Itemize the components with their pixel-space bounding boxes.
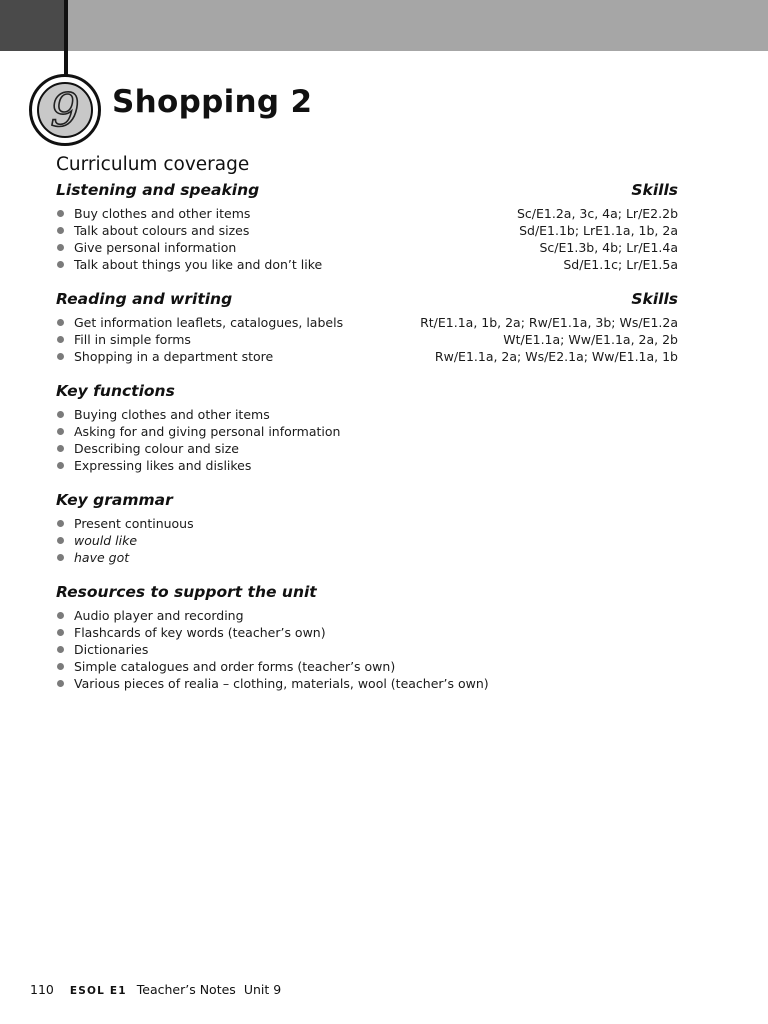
item-text: Shopping in a department store xyxy=(74,349,274,364)
resources-list xyxy=(56,607,678,692)
item-text: Talk about colours and sizes xyxy=(74,223,250,238)
bullet-icon xyxy=(57,537,64,544)
list-item xyxy=(56,331,678,348)
list-item xyxy=(56,675,678,692)
skill-code: Sd/E1.1c; Lr/E1.5a xyxy=(563,257,678,272)
listening-skills-label: Skills xyxy=(631,181,678,199)
footer-brand: ESOL E1 xyxy=(69,985,127,997)
reading-title: Reading and writing xyxy=(56,290,233,308)
key-functions-title: Key functions xyxy=(56,382,175,400)
bullet-icon xyxy=(57,445,64,452)
item-text: have got xyxy=(74,550,130,565)
item-text: Various pieces of realia – clothing, materials, wool (teacher’s own) xyxy=(74,676,489,691)
item-text: Get information leaflets, catalogues, labels xyxy=(74,315,344,330)
reading-skills-label: Skills xyxy=(631,290,678,308)
bullet-icon xyxy=(57,261,64,268)
item-text: Flashcards of key words (teacher’s own) xyxy=(74,625,326,640)
skill-code: Sc/E1.2a, 3c, 4a; Lr/E2.2b xyxy=(517,206,678,221)
footer-unit: Unit 9 xyxy=(243,982,282,997)
list-item xyxy=(56,314,678,331)
list-item xyxy=(56,457,678,474)
item-text: Give personal information xyxy=(74,240,237,255)
unit-number-badge-inner xyxy=(37,82,93,138)
item-text: Describing colour and size xyxy=(74,441,239,456)
key-functions-list xyxy=(56,406,678,474)
item-text: Asking for and giving personal information xyxy=(74,424,341,439)
bullet-icon xyxy=(57,462,64,469)
list-item xyxy=(56,658,678,675)
resources-header xyxy=(56,583,678,601)
bullet-icon xyxy=(57,554,64,561)
list-item xyxy=(56,549,678,566)
key-functions-header xyxy=(56,382,678,400)
unit-number-badge xyxy=(29,74,101,146)
list-item xyxy=(56,406,678,423)
list-item xyxy=(56,205,678,222)
item-text: Buy clothes and other items xyxy=(74,206,251,221)
header-divider-line xyxy=(64,0,68,76)
item-text: Dictionaries xyxy=(74,642,149,657)
skill-code: Wt/E1.1a; Ww/E1.1a, 2a, 2b xyxy=(503,332,678,347)
item-text: Audio player and recording xyxy=(74,608,244,623)
bullet-icon xyxy=(57,244,64,251)
item-text: Buying clothes and other items xyxy=(74,407,270,422)
unit-title: Shopping 2 xyxy=(112,84,313,120)
unit-number: 9 xyxy=(50,83,80,137)
skill-code: Rt/E1.1a, 1b, 2a; Rw/E1.1a, 3b; Ws/E1.2a xyxy=(420,315,678,330)
list-item xyxy=(56,348,678,365)
list-item xyxy=(56,607,678,624)
reading-list xyxy=(56,314,678,365)
bullet-icon xyxy=(57,353,64,360)
key-functions-section xyxy=(56,382,678,474)
page-number: 110 xyxy=(30,982,54,997)
bullet-icon xyxy=(57,663,64,670)
bullet-icon xyxy=(57,612,64,619)
list-item xyxy=(56,256,678,273)
list-item xyxy=(56,239,678,256)
skill-code: Sd/E1.1b; LrE1.1a, 1b, 2a xyxy=(519,223,678,238)
list-item xyxy=(56,440,678,457)
reading-header xyxy=(56,290,678,308)
key-grammar-title: Key grammar xyxy=(56,491,173,509)
bullet-icon xyxy=(57,227,64,234)
page-footer xyxy=(30,982,281,997)
bullet-icon xyxy=(57,428,64,435)
item-text: Expressing likes and dislikes xyxy=(74,458,252,473)
header-band-light xyxy=(68,0,768,51)
list-item xyxy=(56,532,678,549)
resources-title: Resources to support the unit xyxy=(56,583,317,601)
listening-header xyxy=(56,181,678,199)
list-item xyxy=(56,222,678,239)
item-text: Talk about things you like and don’t like xyxy=(74,257,323,272)
listening-section xyxy=(56,181,678,273)
skill-code: Rw/E1.1a, 2a; Ws/E2.1a; Ww/E1.1a, 1b xyxy=(434,349,678,364)
resources-section xyxy=(56,583,678,692)
list-item xyxy=(56,641,678,658)
key-grammar-section xyxy=(56,491,678,566)
bullet-icon xyxy=(57,646,64,653)
listening-title: Listening and speaking xyxy=(56,181,260,199)
bullet-icon xyxy=(57,411,64,418)
item-text: would like xyxy=(74,533,138,548)
list-item xyxy=(56,423,678,440)
reading-section xyxy=(56,290,678,365)
bullet-icon xyxy=(57,520,64,527)
item-text: Simple catalogues and order forms (teacher’s own) xyxy=(74,659,396,674)
footer-doc-title: Teacher’s Notes xyxy=(136,982,236,997)
listening-list xyxy=(56,205,678,273)
item-text: Present continuous xyxy=(74,516,194,531)
item-text: Fill in simple forms xyxy=(74,332,191,347)
bullet-icon xyxy=(57,680,64,687)
bullet-icon xyxy=(57,319,64,326)
list-item xyxy=(56,515,678,532)
bullet-icon xyxy=(57,629,64,636)
curriculum-heading: Curriculum coverage xyxy=(56,154,250,175)
bullet-icon xyxy=(57,210,64,217)
list-item xyxy=(56,624,678,641)
key-grammar-list xyxy=(56,515,678,566)
skill-code: Sc/E1.3b, 4b; Lr/E1.4a xyxy=(539,240,678,255)
bullet-icon xyxy=(57,336,64,343)
key-grammar-header xyxy=(56,491,678,509)
curriculum-content xyxy=(56,154,678,709)
header-band-dark xyxy=(0,0,64,51)
